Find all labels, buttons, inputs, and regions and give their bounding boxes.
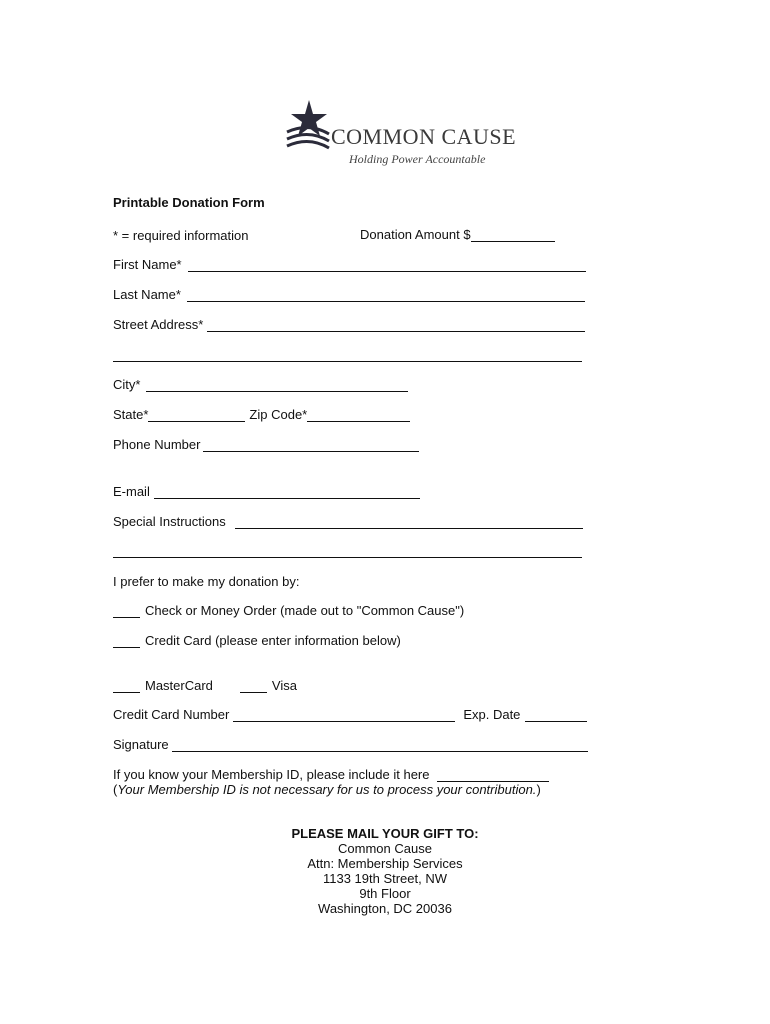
mail-line: 1133 19th Street, NW [322, 871, 448, 886]
membership-label: If you know your Membership ID, please include it here [113, 767, 430, 782]
phone-row [113, 436, 419, 452]
mail-line: Attn: Membership Services [307, 856, 463, 871]
mailing-address [220, 826, 550, 916]
form-title: Printable Donation Form [113, 195, 265, 210]
credit-option-row [113, 632, 401, 648]
zip-field[interactable] [307, 408, 410, 422]
street-address-label: Street Address* [113, 317, 204, 332]
star-swoosh-icon [279, 92, 339, 162]
logo-tagline: Holding Power Accountable [349, 152, 486, 166]
state-field[interactable] [148, 408, 245, 422]
card-number-label: Credit Card Number [113, 707, 230, 722]
city-label: City* [113, 377, 141, 392]
exp-date-field[interactable] [525, 708, 587, 722]
mail-line: 9th Floor [359, 886, 411, 901]
first-name-label: First Name* [113, 257, 182, 272]
signature-label: Signature [113, 737, 169, 752]
donation-amount-row [360, 226, 555, 242]
street-address-row [113, 316, 585, 332]
mail-line: Washington, DC 20036 [318, 901, 452, 916]
membership-row [113, 766, 549, 782]
card-number-field[interactable] [233, 708, 455, 722]
email-field[interactable] [154, 485, 420, 499]
zip-label: Zip Code* [249, 407, 308, 422]
first-name-row [113, 256, 586, 272]
card-type-row [113, 677, 297, 693]
card-number-row [113, 706, 587, 722]
required-note: * = required information [113, 228, 249, 243]
exp-date-label: Exp. Date [463, 707, 521, 722]
check-option-checkbox[interactable] [113, 604, 140, 618]
street-address-line-2[interactable] [113, 360, 582, 362]
phone-label: Phone Number [113, 437, 201, 452]
membership-note: (Your Membership ID is not necessary for us to process your contribution.) [113, 782, 541, 797]
signature-field[interactable] [172, 738, 588, 752]
state-zip-row [113, 406, 410, 422]
email-row [113, 483, 420, 499]
mastercard-checkbox[interactable] [113, 679, 140, 693]
logo-name: COMMON CAUSE [331, 124, 517, 149]
special-instructions-line-2[interactable] [113, 556, 582, 558]
mail-line: Common Cause [338, 841, 432, 856]
state-label: State* [113, 407, 149, 422]
special-instructions-label: Special Instructions [113, 514, 226, 529]
common-cause-logo [279, 92, 517, 178]
city-field[interactable] [146, 378, 408, 392]
special-instructions-field[interactable] [235, 515, 583, 529]
mastercard-label: MasterCard [145, 678, 213, 693]
last-name-field[interactable] [187, 288, 585, 302]
credit-option-checkbox[interactable] [113, 634, 140, 648]
prefer-label: I prefer to make my donation by: [113, 574, 300, 589]
check-option-label: Check or Money Order (made out to "Common Cause") [145, 603, 465, 618]
phone-field[interactable] [203, 438, 419, 452]
first-name-field[interactable] [188, 258, 586, 272]
visa-label: Visa [271, 678, 297, 693]
donation-amount-label: Donation Amount $ [360, 227, 471, 242]
street-address-field[interactable] [207, 318, 585, 332]
signature-row [113, 736, 588, 752]
visa-checkbox[interactable] [240, 679, 267, 693]
credit-option-label: Credit Card (please enter information below) [145, 633, 401, 648]
special-instructions-row [113, 513, 583, 529]
check-option-row [113, 602, 464, 618]
mail-heading: PLEASE MAIL YOUR GIFT TO: [291, 826, 479, 841]
donation-amount-field[interactable] [471, 228, 555, 242]
last-name-label: Last Name* [113, 287, 181, 302]
city-row [113, 376, 408, 392]
email-label: E-mail [113, 484, 150, 499]
last-name-row [113, 286, 585, 302]
membership-id-field[interactable] [437, 768, 549, 782]
